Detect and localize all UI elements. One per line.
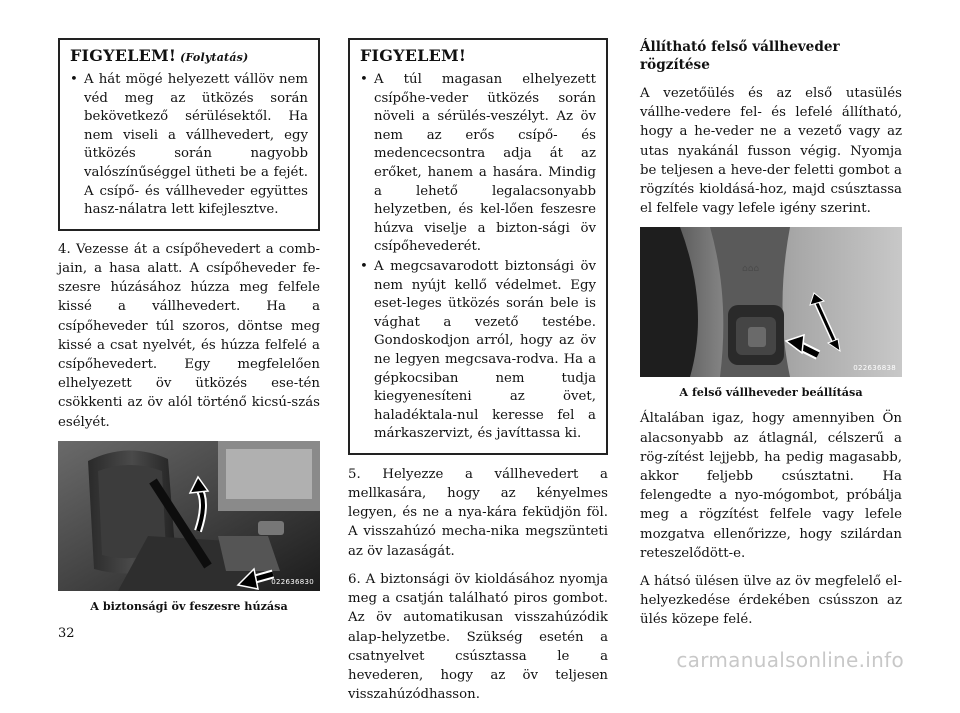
bullet-icon: • — [70, 72, 78, 87]
seatbelt-tightening-figure — [58, 441, 320, 591]
upper-anchor-figure — [640, 227, 902, 377]
body-paragraph: Általában igaz, hogy amennyiben Ön alacsonyabb az átlagnál, célszerű a rög-zítést lejjebb, ha pedig magasabb, akkor feljebb csúsztatni. Ha felengedte a nyo-mógombot, próbálja meg a rögzítést felfele vagy lefele mozgatva ellenőrizze, hogy szilárdan reteszelődött-e. — [640, 411, 902, 561]
warning-continued-label: (Folytatás) — [180, 51, 249, 64]
column-middle — [348, 38, 608, 713]
warning-list — [70, 71, 308, 220]
body-paragraph: A hátsó ülésen ülve az öv megfelelő el-helyezkedése érdekében csússzon az ülés közepe felé. — [640, 574, 902, 628]
figure-caption: A biztonsági öv feszesre húzása — [90, 598, 288, 613]
figure-code: 022636838 — [853, 364, 896, 373]
column-left — [58, 38, 320, 623]
seatbelt-tightening-illustration — [58, 441, 320, 591]
figure-code: 022636830 — [271, 577, 314, 586]
svg-text:⌂⌂⌂: ⌂⌂⌂ — [742, 264, 760, 275]
section-heading: Állítható felső vállheveder rögzítése — [640, 39, 840, 73]
step-6-paragraph: 6. A biztonsági öv kioldásához nyomja meg a csatján található piros gombot. Az öv automatikusan visszahúzódik alap-helyzetbe. Szükség esetén a csatnyelvet csúsztassa le a hevederen, hogy az öv teljesen visszahúzódhasson. — [348, 571, 608, 703]
figure-caption: A felső vállheveder beállítása — [679, 385, 863, 400]
bullet-icon: • — [360, 258, 368, 274]
page-number: 32 — [58, 626, 75, 641]
intro-paragraph: A vezetőülés és az első utasülés vállhe-vedere fel- és lefelé állítható, hogy a he-veder ne a vezető vagy az utas nyakánál fusson végig. Nyomja be teljesen a heve-der feletti gombot a rögzítés kioldásá-hoz, majd csúsztassa el felfele vagy lefele igény szerint. — [640, 86, 902, 217]
step-5-paragraph: 5. Helyezze a vállhevedert a mellkasára, hogy az kényelmes legyen, és ne a nya-kára feküdjön föl. A visszahúzó mecha-nika megszünteti az öv lazaságát. — [348, 466, 608, 559]
warning-list — [360, 71, 596, 444]
watermark: carmanualsonline.info — [676, 648, 904, 672]
warning-item: • A hát mögé helyezett vállöv nem véd meg az ütközés során bekövetkező sérülésektől. Ha nem viseli a vállhevedert, egy ütközés során nagyobb valószínűséggel ütheti be a fejét. A csípő- és vállheveder együttes hasz-nálatra lett kifejlesztve. — [70, 72, 308, 218]
warning-title: FIGYELEM! (Folytatás) — [70, 46, 249, 65]
upper-anchor-illustration — [640, 227, 902, 377]
warning-title: FIGYELEM! — [360, 46, 467, 65]
column-right — [640, 38, 902, 639]
warning-item: • A megcsavarodott biztonsági öv nem nyújt kellő védelmet. Egy eset-leges ütközés során bele is vághat a vezető testébe. Gondoskodjon arról, hogy az öv ne legyen megcsava-rodva. Ha a gépkocsiban nem tudja kiegyenesíteni az övet, haladéktala-nul keresse fel a márkaszervizt, és javíttassa ki. — [360, 258, 596, 442]
warning-box-continued — [58, 38, 320, 231]
step-4-paragraph: 4. Vezesse át a csípőhevedert a comb-jain, a hasa alatt. A csípőheveder fe-szesre húzásához húzza meg felfele kissé a vállhevedert. Ha a csípőheveder túl szoros, döntse meg kissé a csat nyelvét, és húzza felfelé a csípőhevedert. Egy megfelelően elhelyezett öv ütközés ese-tén csökkenti az öv alól történő kicsú-szás esélyét. — [58, 241, 320, 430]
warning-item: • A túl magasan elhelyezett csípőhe-veder ütközés során növeli a sérülés-veszélyt. Az öv nem az erős csípő- és medencecsontra adja át az erőket, hanem a hasára. Mindig a lehető legalacsonyabb helyzetben, és kel-lően feszesre húzva viselje a bizton-sági öv csípőhevederét. — [360, 72, 596, 255]
bullet-icon: • — [360, 72, 368, 87]
warning-box — [348, 38, 608, 455]
